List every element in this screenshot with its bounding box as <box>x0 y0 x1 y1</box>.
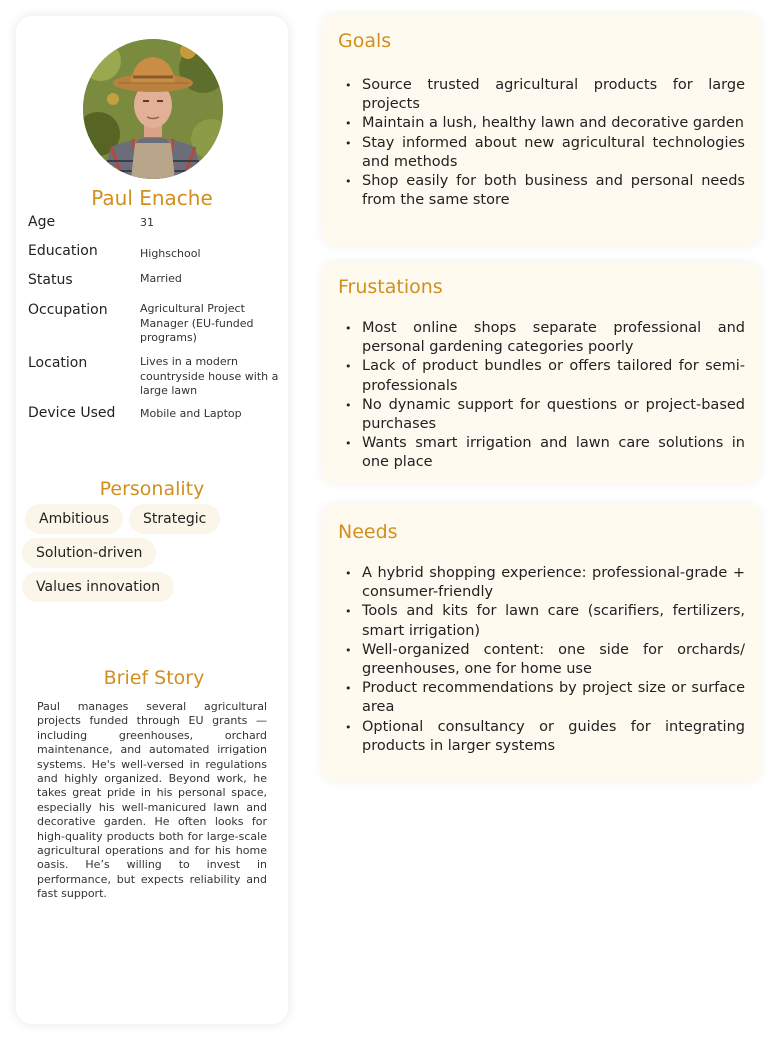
list-item: • Source trusted agricultural products for large projects <box>345 76 745 114</box>
list-item: • Maintain a lush, healthy lawn and decorative garden <box>345 114 745 133</box>
info-label: Education <box>28 243 98 259</box>
list-item: • Well-organized content: one side for orchards/ greenhouses, one for home use <box>345 641 745 679</box>
needs-list <box>345 564 745 756</box>
goals-card <box>321 14 761 246</box>
info-label: Occupation <box>28 302 108 318</box>
info-value: Mobile and Laptop <box>140 407 242 420</box>
info-label: Age <box>28 214 56 230</box>
list-item: • Wants smart irrigation and lawn care solutions in one place <box>345 434 745 472</box>
info-label: Location <box>28 355 88 371</box>
frustrations-title: Frustations <box>338 276 443 298</box>
info-label: Device Used <box>28 405 116 421</box>
profile-card <box>16 16 288 1024</box>
frustrations-card <box>321 262 761 484</box>
trait-pill: Strategic <box>129 504 220 534</box>
profile-photo <box>83 39 223 179</box>
avatar <box>83 39 223 179</box>
info-value: Highschool <box>140 247 201 260</box>
info-label: Status <box>28 272 73 288</box>
list-item: • Shop easily for both business and personal needs from the same store <box>345 172 745 210</box>
list-item: • Stay informed about new agricultural technologies and methods <box>345 134 745 172</box>
list-item: • No dynamic support for questions or project-based purchases <box>345 396 745 434</box>
list-item: • A hybrid shopping experience: professional-grade + consumer-friendly <box>345 564 745 602</box>
list-item: • Optional consultancy or guides for integrating products in larger systems <box>345 718 745 756</box>
goals-list <box>345 76 745 210</box>
info-value: Agricultural Project Manager (EU-funded programs) <box>140 302 254 344</box>
list-item: • Product recommendations by project size or surface area <box>345 679 745 717</box>
trait-pill: Ambitious <box>25 504 123 534</box>
frustrations-list <box>345 319 745 473</box>
list-item: • Most online shops separate professional and personal gardening categories poorly <box>345 319 745 357</box>
story-title: Brief Story <box>103 667 205 689</box>
trait-pill: Solution-driven <box>22 538 156 568</box>
story-text: Paul manages several agricultural projects funded through EU grants — including greenhouses, orchard maintenance, and automated irrigation systems. He's well-versed in regulations and highly organized. Beyond work, he takes great pride in his personal space, especially his well-manicured lawn and decorative garden. He often looks for high-quality products both for large-scale agricultural operations and for his home oasis. He’s willing to invest in performance, but expects reliability and fast support. <box>37 700 267 901</box>
person-name: Paul Enache <box>91 186 213 210</box>
info-value: Lives in a modern countryside house with a large lawn <box>140 355 279 397</box>
info-value: Married <box>140 272 182 285</box>
needs-title: Needs <box>338 521 398 543</box>
list-item: • Lack of product bundles or offers tailored for semi-professionals <box>345 357 745 395</box>
needs-card <box>321 504 761 782</box>
list-item: • Tools and kits for lawn care (scarifiers, fertilizers, smart irrigation) <box>345 602 745 640</box>
trait-pill: Values innovation <box>22 572 174 602</box>
info-value: 31 <box>140 216 154 229</box>
personality-title: Personality <box>99 478 205 500</box>
goals-title: Goals <box>338 30 392 52</box>
